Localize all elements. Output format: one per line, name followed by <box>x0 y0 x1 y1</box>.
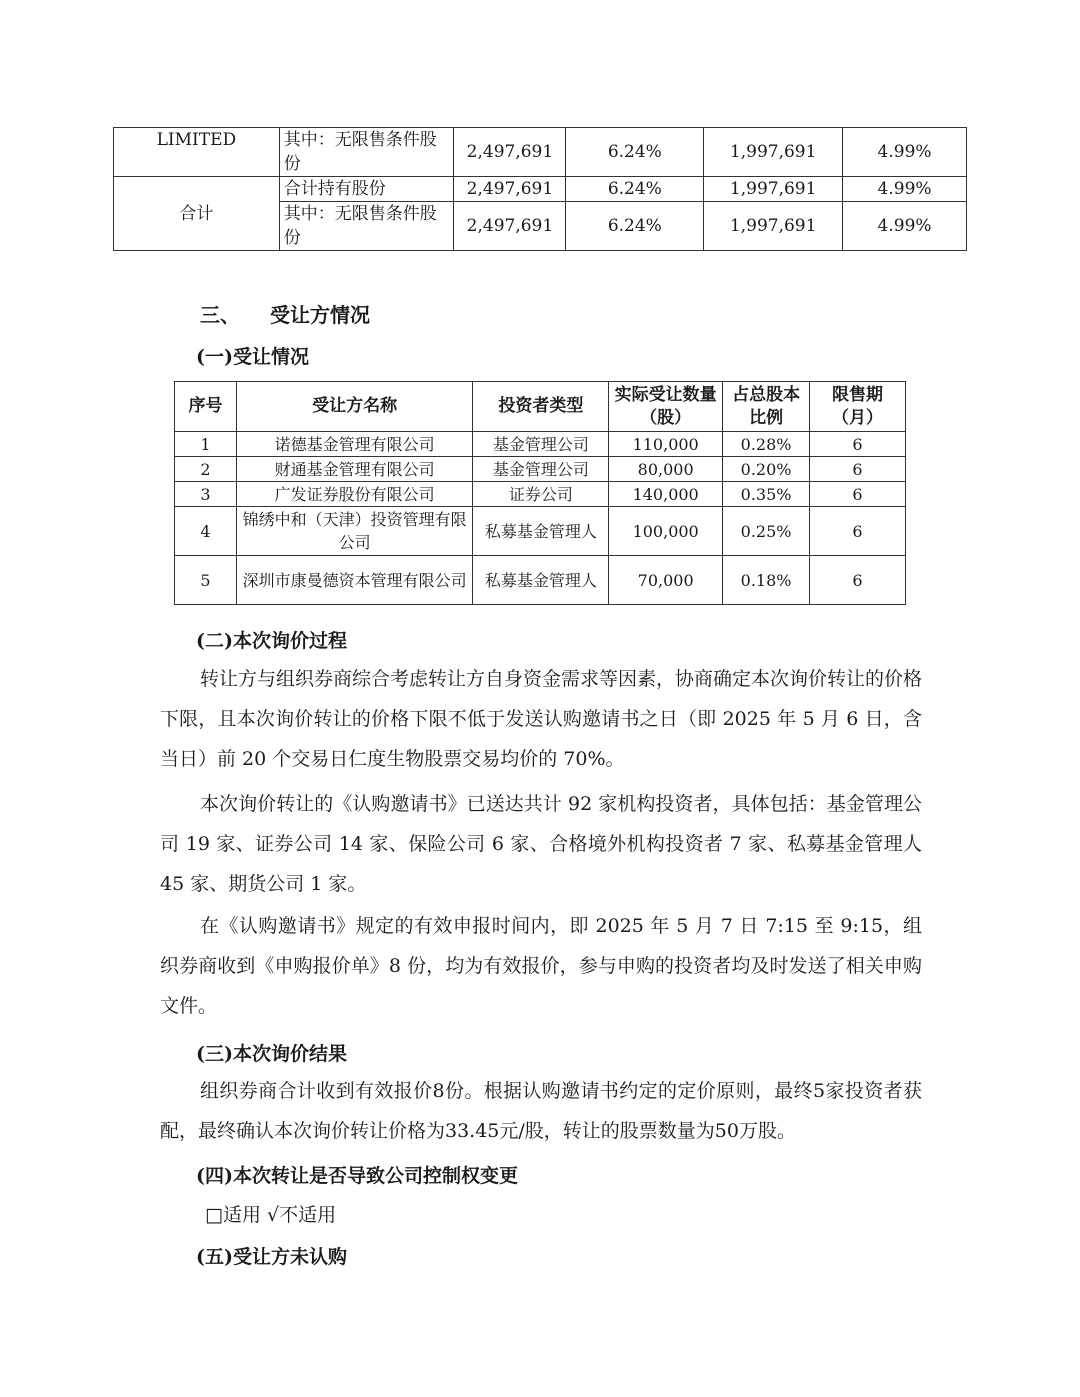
after-pct-cell: 4.99% <box>843 128 967 177</box>
shares-cell: 140,000 <box>609 482 723 507</box>
index-cell: 3 <box>175 482 237 507</box>
after-pct-cell: 4.99% <box>843 202 967 251</box>
shares-cell: 70,000 <box>609 556 723 605</box>
ratio-cell: 0.28% <box>723 432 810 457</box>
ratio-cell: 0.20% <box>723 457 810 482</box>
lock-cell: 6 <box>810 457 906 482</box>
table-header-row <box>175 382 906 432</box>
header-index: 序号 <box>175 382 237 432</box>
before-pct-cell: 6.24% <box>566 128 704 177</box>
type-cell: 私募基金管理人 <box>473 507 609 556</box>
share-type-cell: 合计持有股份 <box>279 177 454 202</box>
type-cell: 私募基金管理人 <box>473 556 609 605</box>
section-title: 受让方情况 <box>270 303 370 327</box>
index-cell: 1 <box>175 432 237 457</box>
name-cell: 财通基金管理有限公司 <box>236 457 473 482</box>
paragraph: 在《认购邀请书》规定的有效申报时间内，即 2025 年 5 月 7 日 7:15 至 9:15，组织券商收到《申购报价单》8 份，均为有效报价，参与申购的投资者均及时发送了相关申购文件。 <box>160 915 922 1017</box>
index-cell: 2 <box>175 457 237 482</box>
table-row <box>175 556 906 605</box>
table-row <box>175 507 906 556</box>
header-shares: 实际受让数量（股） <box>609 382 723 432</box>
name-cell: 锦绣中和（天津）投资管理有限公司 <box>236 507 473 556</box>
type-cell: 证券公司 <box>473 482 609 507</box>
lock-cell: 6 <box>810 482 906 507</box>
before-pct-cell: 6.24% <box>566 177 704 202</box>
subsection-heading: (五)受让方未认购 <box>196 1246 347 1268</box>
ratio-cell: 0.25% <box>723 507 810 556</box>
paragraph: 本次询价转让的《认购邀请书》已送达共计 92 家机构投资者，具体包括：基金管理公司 19 家、证券公司 14 家、保险公司 6 家、合格境外机构投资者 7 家、私募基金管理人 45 家、期货公司 1 家。 <box>160 793 922 895</box>
holder-cell: 合计 <box>114 177 280 251</box>
subsection-heading: (三)本次询价结果 <box>196 1043 347 1065</box>
paragraph: 组织券商合计收到有效报价8份。根据认购邀请书约定的定价原则，最终5家投资者获配，最终确认本次询价转让价格为33.45元/股，转让的股票数量为50万股。 <box>160 1080 922 1142</box>
lock-cell: 6 <box>810 507 906 556</box>
index-cell: 4 <box>175 507 237 556</box>
after-pct-cell: 4.99% <box>843 177 967 202</box>
section-heading <box>200 299 370 328</box>
table-row <box>175 482 906 507</box>
after-shares-cell: 1,997,691 <box>704 128 843 177</box>
name-cell: 广发证券股份有限公司 <box>236 482 473 507</box>
option-not-applicable: √不适用 <box>267 1204 337 1226</box>
header-name: 受让方名称 <box>236 382 473 432</box>
transferee-table <box>174 381 906 605</box>
lock-cell: 6 <box>810 432 906 457</box>
before-pct-cell: 6.24% <box>566 202 704 251</box>
paragraph: 转让方与组织券商综合考虑转让方自身资金需求等因素，协商确定本次询价转让的价格下限，且本次询价转让的价格下限不低于发送认购邀请书之日（即 2025 年 5 月 6 日，含当日）前 20 个交易日仁度生物股票交易均价的 70%。 <box>160 668 923 770</box>
shares-cell: 100,000 <box>609 507 723 556</box>
name-cell: 诺德基金管理有限公司 <box>236 432 473 457</box>
subsection-heading: (二)本次询价过程 <box>196 630 347 652</box>
table-row <box>175 432 906 457</box>
index-cell: 5 <box>175 556 237 605</box>
holder-cell: LIMITED <box>114 128 280 177</box>
ratio-cell: 0.35% <box>723 482 810 507</box>
header-type: 投资者类型 <box>473 382 609 432</box>
table-row <box>114 177 967 202</box>
before-shares-cell: 2,497,691 <box>454 128 566 177</box>
share-type-cell: 其中：无限售条件股份 <box>279 202 454 251</box>
shares-cell: 110,000 <box>609 432 723 457</box>
header-lock: 限售期（月） <box>810 382 906 432</box>
before-shares-cell: 2,497,691 <box>454 202 566 251</box>
before-shares-cell: 2,497,691 <box>454 177 566 202</box>
applicability-options <box>205 1200 336 1227</box>
share-type-cell: 其中：无限售条件股份 <box>279 128 454 177</box>
subsection-heading: (一)受让情况 <box>196 346 309 368</box>
name-cell: 深圳市康曼德资本管理有限公司 <box>236 556 473 605</box>
type-cell: 基金管理公司 <box>473 432 609 457</box>
type-cell: 基金管理公司 <box>473 457 609 482</box>
after-shares-cell: 1,997,691 <box>704 177 843 202</box>
option-applicable: □适用 <box>205 1204 261 1226</box>
subsection-heading: (四)本次转让是否导致公司控制权变更 <box>196 1165 518 1187</box>
after-shares-cell: 1,997,691 <box>704 202 843 251</box>
section-number: 三、 <box>200 303 240 327</box>
header-ratio: 占总股本比例 <box>723 382 810 432</box>
ratio-cell: 0.18% <box>723 556 810 605</box>
shares-cell: 80,000 <box>609 457 723 482</box>
table-row <box>175 457 906 482</box>
table-row <box>114 128 967 177</box>
lock-cell: 6 <box>810 556 906 605</box>
shareholding-table <box>113 127 967 251</box>
